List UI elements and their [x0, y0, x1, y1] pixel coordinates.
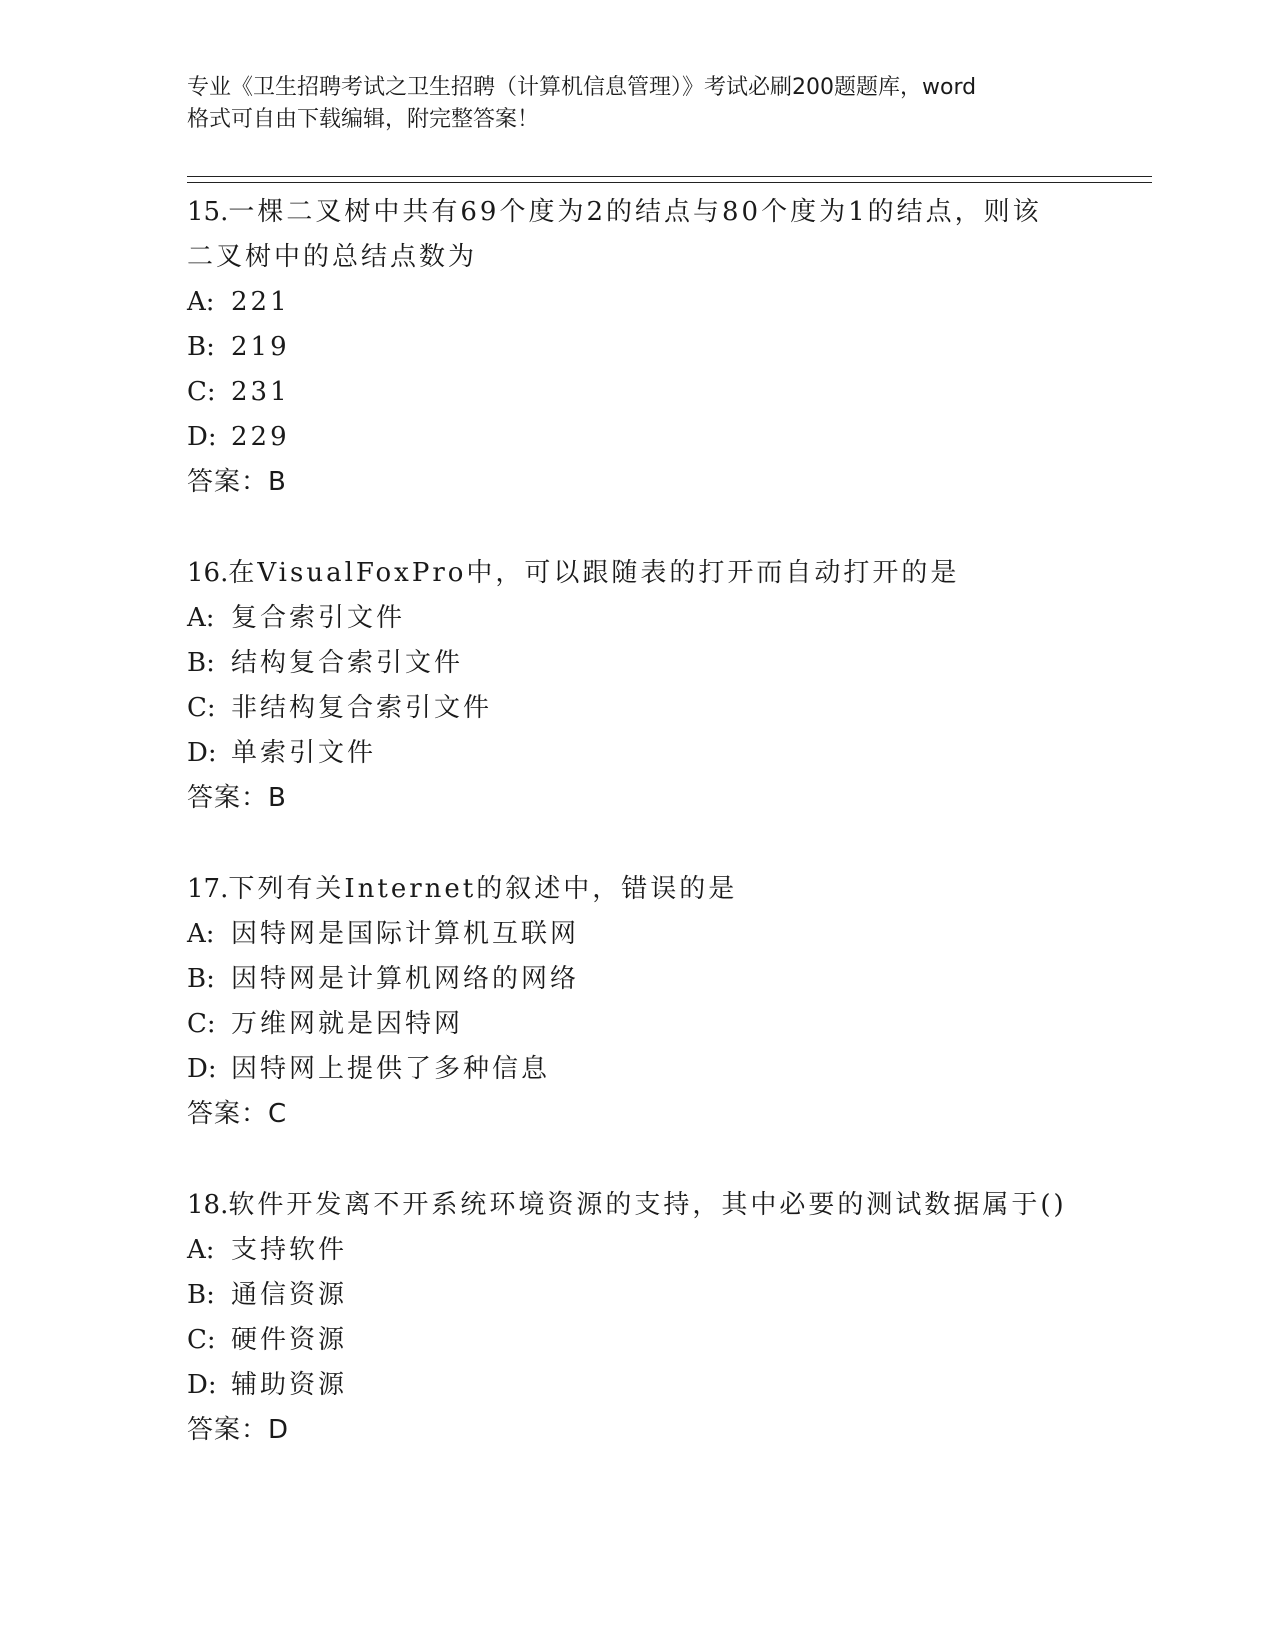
option-label: C: — [187, 1325, 216, 1355]
option-text: 因特网是国际计算机互联网 — [231, 919, 580, 949]
option-a — [187, 1228, 1087, 1273]
question-stem — [187, 190, 1087, 235]
option-c — [187, 686, 1087, 731]
option-text: 231 — [231, 377, 290, 407]
option-a — [187, 280, 1087, 325]
question-number: 16. — [187, 558, 229, 588]
option-label: D: — [187, 422, 217, 452]
option-text: 复合索引文件 — [231, 603, 406, 633]
answer-line: 答案：B — [187, 783, 287, 813]
question-15 — [187, 190, 1087, 505]
question-17 — [187, 867, 1087, 1137]
header-divider-top — [187, 176, 1152, 177]
option-label: C: — [187, 693, 216, 723]
option-text: 万维网就是因特网 — [231, 1009, 464, 1039]
question-text-line-1: 下列有关Internet的叙述中，错误的是 — [228, 874, 738, 904]
option-d — [187, 415, 1087, 460]
question-16 — [187, 551, 1087, 821]
answer-line: 答案：C — [187, 1099, 288, 1129]
option-text: 通信资源 — [231, 1280, 348, 1310]
option-label: B: — [187, 964, 215, 994]
question-stem — [187, 867, 1087, 912]
question-text-line-1: 软件开发离不开系统环境资源的支持，其中必要的测试数据属于() — [228, 1190, 1067, 1220]
option-label: D: — [187, 1054, 217, 1084]
option-d — [187, 731, 1087, 776]
option-c — [187, 370, 1087, 415]
option-d — [187, 1363, 1087, 1408]
option-label: A: — [187, 1235, 215, 1265]
question-number: 15. — [187, 197, 229, 227]
option-label: A: — [187, 603, 215, 633]
option-text: 因特网上提供了多种信息 — [231, 1054, 551, 1084]
question-stem — [187, 551, 1087, 596]
answer-line: 答案：B — [187, 467, 287, 497]
option-b — [187, 325, 1087, 370]
option-b — [187, 1273, 1087, 1318]
option-text: 221 — [231, 287, 290, 317]
option-text: 结构复合索引文件 — [231, 648, 464, 678]
option-a — [187, 596, 1087, 641]
option-text: 非结构复合索引文件 — [231, 693, 493, 723]
question-list — [187, 190, 1087, 1499]
option-b — [187, 641, 1087, 686]
question-18 — [187, 1183, 1087, 1453]
option-label: C: — [187, 377, 216, 407]
option-label: D: — [187, 738, 217, 768]
question-number: 17. — [187, 874, 229, 904]
option-text: 229 — [231, 422, 290, 452]
option-label: A: — [187, 919, 215, 949]
option-d — [187, 1047, 1087, 1092]
option-text: 硬件资源 — [231, 1325, 348, 1355]
option-text: 单索引文件 — [231, 738, 377, 768]
question-stem — [187, 1183, 1087, 1228]
header-line-2: 格式可自由下载编辑，附完整答案！ — [187, 107, 540, 132]
option-c — [187, 1002, 1087, 1047]
question-text-line-2: 二叉树中的总结点数为 — [187, 242, 478, 272]
option-text: 辅助资源 — [231, 1370, 348, 1400]
option-text: 因特网是计算机网络的网络 — [231, 964, 580, 994]
option-c — [187, 1318, 1087, 1363]
option-label: B: — [187, 332, 215, 362]
option-label: A: — [187, 287, 215, 317]
option-b — [187, 957, 1087, 1002]
option-label: C: — [187, 1009, 216, 1039]
option-text: 219 — [231, 332, 290, 362]
option-label: B: — [187, 1280, 215, 1310]
question-text-line-1: 在VisualFoxPro中，可以跟随表的打开而自动打开的是 — [228, 558, 960, 588]
header-line-1: 专业《卫生招聘考试之卫生招聘（计算机信息管理）》考试必刷200题题库，word — [187, 75, 977, 100]
question-number: 18. — [187, 1190, 229, 1220]
option-a — [187, 912, 1087, 957]
question-text-line-1: 一棵二叉树中共有69个度为2的结点与80个度为1的结点，则该 — [228, 197, 1042, 227]
document-header — [187, 72, 1087, 136]
option-label: B: — [187, 648, 215, 678]
option-label: D: — [187, 1370, 217, 1400]
answer-line: 答案：D — [187, 1415, 290, 1445]
header-divider-bottom — [187, 182, 1152, 183]
option-text: 支持软件 — [231, 1235, 348, 1265]
